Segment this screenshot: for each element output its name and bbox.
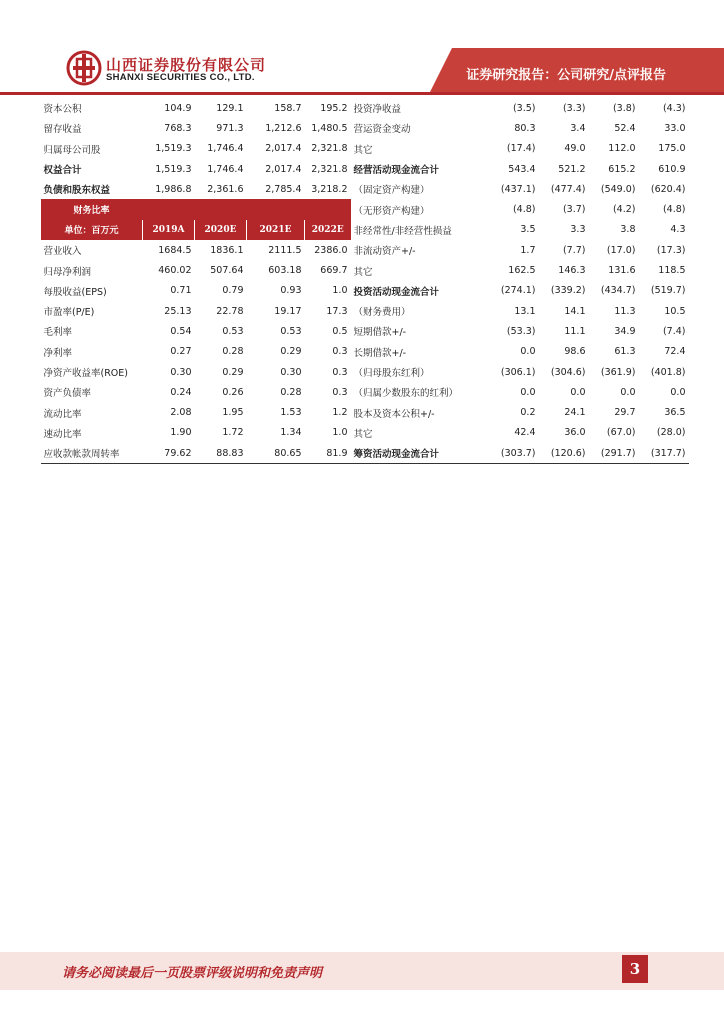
cell-value: (3.8)	[612, 102, 636, 114]
cell-value: 507.64	[210, 265, 244, 277]
cell-value: 1836.1	[210, 244, 244, 256]
cell-value: 3.4	[570, 122, 586, 134]
cell-value: (361.9)	[600, 366, 636, 378]
ratio-title-fill	[143, 199, 351, 219]
cell-value: 3.3	[570, 224, 586, 236]
report-type-label: 证券研究报告：公司研究/点评报告	[466, 68, 666, 83]
table-row	[41, 159, 689, 179]
cell-value: 0.3	[332, 386, 348, 398]
cell-value: 1,519.3	[155, 163, 192, 175]
cell-value: 24.1	[564, 407, 586, 419]
cell-value: 2111.5	[268, 244, 302, 256]
table-row	[41, 118, 689, 138]
cell-value: 146.3	[558, 265, 586, 277]
cell-value: 0.3	[332, 346, 348, 358]
cell-value: 49.0	[564, 143, 586, 155]
cell-value: 14.1	[564, 305, 586, 317]
table-row	[41, 321, 689, 341]
cell-value: (4.8)	[512, 204, 536, 216]
cell-value: 1,480.5	[311, 122, 348, 134]
cell-value: 11.1	[564, 325, 586, 337]
row-label: 净资产收益率(ROE)	[43, 368, 128, 379]
ratio-header-row	[41, 220, 689, 240]
page-header	[0, 0, 724, 95]
cell-value: 79.62	[143, 443, 195, 464]
cell-value: 0.79	[222, 285, 244, 297]
cell-value: 195.2	[320, 102, 348, 114]
cell-value: 131.6	[608, 265, 636, 277]
cell-value: 610.9	[658, 163, 686, 175]
cell-value: 0.30	[280, 366, 302, 378]
cell-value: 104.9	[164, 102, 192, 114]
cell-value: (303.7)	[487, 443, 539, 464]
year-header: 2021E	[247, 220, 305, 240]
year-header: 2022E	[305, 220, 351, 240]
cell-value: 0.53	[280, 325, 302, 337]
row-label: 投资净收益	[353, 104, 402, 116]
cell-value: (437.1)	[500, 183, 536, 195]
cell-value: 2.08	[170, 407, 192, 419]
table-row	[41, 301, 689, 321]
cell-value: 175.0	[658, 143, 686, 155]
table-row	[41, 443, 689, 464]
cell-value: 19.17	[274, 305, 302, 317]
cell-value: (17.4)	[506, 143, 536, 155]
cell-value: 1.53	[280, 407, 302, 419]
row-label: 应收款帐款周转率	[41, 443, 143, 464]
cell-value: 0.30	[170, 366, 192, 378]
row-label: 经营活动现金流合计	[353, 165, 440, 177]
ratio-title: 财务比率	[41, 199, 143, 219]
row-label: 长期借款+/-	[353, 347, 407, 359]
cell-value: 11.3	[614, 305, 636, 317]
header-divider	[0, 92, 724, 95]
cell-value: 2386.0	[314, 244, 348, 256]
cell-value: 112.0	[608, 143, 636, 155]
table-row	[41, 382, 689, 402]
row-label: 毛利率	[43, 327, 73, 339]
row-label: 投资活动现金流合计	[353, 286, 440, 298]
cell-value: (434.7)	[600, 285, 636, 297]
cell-value: (339.2)	[550, 285, 586, 297]
cell-value: 0.28	[280, 386, 302, 398]
cell-value: 1.0	[332, 285, 348, 297]
cell-value: (549.0)	[600, 183, 636, 195]
cell-value: (477.4)	[550, 183, 586, 195]
row-label: 负债和股东权益	[43, 185, 111, 197]
cell-value: 0.3	[332, 366, 348, 378]
row-label: 留存收益	[43, 124, 82, 136]
row-label: 非流动资产+/-	[353, 246, 416, 258]
cell-value: 0.2	[520, 407, 536, 419]
row-label: 每股收益(EPS)	[43, 286, 107, 298]
cell-value: (317.7)	[639, 443, 689, 464]
cell-value: 0.0	[520, 346, 536, 358]
cell-value: 0.24	[170, 386, 192, 398]
table-row	[41, 240, 689, 260]
cell-value: (3.7)	[562, 204, 586, 216]
cell-value: 2,017.4	[265, 143, 302, 155]
cell-value: (620.4)	[650, 183, 686, 195]
cell-value: 0.26	[222, 386, 244, 398]
page-number: 3	[622, 955, 648, 983]
row-label: 流动比率	[43, 408, 82, 420]
cell-value: 98.6	[564, 346, 586, 358]
cell-value: 80.65	[247, 443, 305, 464]
cell-value: 2,321.8	[311, 163, 348, 175]
cell-value: 4.3	[670, 224, 686, 236]
cell-value: 34.9	[614, 325, 636, 337]
row-label: 净利率	[43, 347, 73, 359]
cell-value: 1,986.8	[155, 183, 192, 195]
cell-value: 615.2	[608, 163, 636, 175]
cell-value: 0.71	[170, 285, 192, 297]
cell-value: 2,321.8	[311, 143, 348, 155]
row-label: 筹资活动现金流合计	[351, 443, 487, 464]
cell-value: 0.93	[280, 285, 302, 297]
cell-value: 0.27	[170, 346, 192, 358]
cell-value: 17.3	[326, 305, 348, 317]
cell-value: 1,212.6	[265, 122, 302, 134]
cell-value: 72.4	[664, 346, 686, 358]
cell-value: 460.02	[158, 265, 192, 277]
cell-value: 61.3	[614, 346, 636, 358]
cell-value: 543.4	[508, 163, 536, 175]
unit-label: 单位：百万元	[41, 220, 143, 240]
cell-value: (53.3)	[506, 325, 536, 337]
company-name-cn: 山西证券股份有限公司	[106, 56, 267, 74]
cell-value: 1.72	[222, 427, 244, 439]
cell-value: 0.28	[222, 346, 244, 358]
table-row	[41, 260, 689, 280]
cell-value: 25.13	[164, 305, 192, 317]
cell-value: (304.6)	[550, 366, 586, 378]
year-header: 2020E	[195, 220, 247, 240]
cell-value: 36.0	[564, 427, 586, 439]
row-label: 市盈率(P/E)	[43, 307, 95, 319]
row-label: 资本公积	[43, 104, 82, 116]
cell-value: 162.5	[508, 265, 536, 277]
cell-value: 0.29	[280, 346, 302, 358]
cell-value: (120.6)	[539, 443, 589, 464]
cell-value: (4.3)	[662, 102, 686, 114]
cell-value: 80.3	[514, 122, 536, 134]
cell-value: 0.0	[570, 386, 586, 398]
row-label: 其它	[353, 428, 373, 440]
cell-value: 2,785.4	[265, 183, 302, 195]
cell-value: (291.7)	[589, 443, 639, 464]
cell-value: 129.1	[216, 102, 244, 114]
cell-value: 42.4	[514, 427, 536, 439]
cell-value: 1.90	[170, 427, 192, 439]
cell-value: 1.0	[332, 427, 348, 439]
row-label: 归母净利润	[43, 266, 92, 278]
cell-value: 13.1	[514, 305, 536, 317]
row-label: 其它	[353, 144, 373, 156]
row-label: 营运资金变动	[353, 124, 411, 136]
cell-value: (306.1)	[500, 366, 536, 378]
cell-value: 88.83	[195, 443, 247, 464]
table-row	[41, 179, 689, 199]
cell-value: 1,746.4	[207, 143, 244, 155]
cell-value: (28.0)	[656, 427, 686, 439]
year-header: 2019A	[143, 220, 195, 240]
cell-value: 10.5	[664, 305, 686, 317]
cell-value: 2,017.4	[265, 163, 302, 175]
cell-value: 3.5	[520, 224, 536, 236]
cell-value: (7.4)	[662, 325, 686, 337]
cell-value: 1684.5	[158, 244, 192, 256]
cell-value: 603.18	[268, 265, 302, 277]
cell-value: 2,361.6	[207, 183, 244, 195]
cell-value: 521.2	[558, 163, 586, 175]
table-row	[41, 342, 689, 362]
cell-value: (17.3)	[656, 244, 686, 256]
row-label: （固定资产构建）	[353, 185, 430, 197]
table-row	[41, 402, 689, 422]
row-label: 其它	[353, 266, 373, 278]
row-label: 短期借款+/-	[353, 327, 407, 339]
cell-value: 158.7	[274, 102, 302, 114]
cell-value: 0.29	[222, 366, 244, 378]
cell-value: 1.7	[520, 244, 536, 256]
ratio-header-row	[41, 199, 689, 219]
table-row	[41, 139, 689, 159]
cell-value: 29.7	[614, 407, 636, 419]
cell-value: 52.4	[614, 122, 636, 134]
row-label: 归属母公司股	[43, 144, 101, 156]
cell-value: 33.0	[664, 122, 686, 134]
cell-value: 1.2	[332, 407, 348, 419]
cell-value: 0.5	[332, 325, 348, 337]
row-label: 营业收入	[43, 246, 82, 258]
disclaimer-text: 请务必阅读最后一页股票评级说明和免责声明	[62, 966, 323, 981]
cell-value: 3.8	[620, 224, 636, 236]
cell-value: (3.3)	[562, 102, 586, 114]
cell-value: 971.3	[216, 122, 244, 134]
cell-value: 1,519.3	[155, 143, 192, 155]
cell-value: 0.54	[170, 325, 192, 337]
row-label: 非经常性/非经营性损益	[353, 225, 452, 237]
cell-value: 118.5	[658, 265, 686, 277]
cell-value: 22.78	[216, 305, 244, 317]
table-row	[41, 423, 689, 443]
cell-value: (274.1)	[500, 285, 536, 297]
cell-value: (4.8)	[662, 204, 686, 216]
cell-value: 0.0	[620, 386, 636, 398]
ratio-rows	[41, 240, 689, 464]
cell-value: (519.7)	[650, 285, 686, 297]
row-label: （无形资产构建）	[353, 205, 430, 217]
cell-value: (3.5)	[512, 102, 536, 114]
cell-value: (7.7)	[562, 244, 586, 256]
row-label: 资产负债率	[43, 388, 92, 400]
cell-value: 3,218.2	[311, 183, 348, 195]
cell-value: 0.0	[670, 386, 686, 398]
cell-value: 36.5	[664, 407, 686, 419]
cell-value: 0.0	[520, 386, 536, 398]
table-row	[41, 98, 689, 118]
financial-table	[40, 98, 689, 464]
cell-value: (4.2)	[612, 204, 636, 216]
cell-value: 1,746.4	[207, 163, 244, 175]
row-label: 速动比率	[43, 428, 82, 440]
cell-value: 1.34	[280, 427, 302, 439]
row-label: （归属少数股东的红利）	[353, 388, 459, 400]
row-label: （财务费用）	[353, 307, 411, 319]
row-label: 权益合计	[43, 165, 82, 177]
cell-value: (67.0)	[606, 427, 636, 439]
cell-value: 669.7	[320, 265, 348, 277]
company-name-en: SHANXI SECURITIES CO., LTD.	[106, 72, 255, 83]
table-row	[41, 362, 689, 382]
cell-value: (17.0)	[606, 244, 636, 256]
row-label: （归母股东红利）	[353, 368, 430, 379]
table-row	[41, 281, 689, 301]
cell-value: 1.95	[222, 407, 244, 419]
company-logo-icon	[66, 50, 102, 86]
row-label: 股本及资本公积+/-	[353, 408, 435, 420]
cell-value: 768.3	[164, 122, 192, 134]
cell-value: 81.9	[305, 443, 351, 464]
cell-value: (401.8)	[650, 366, 686, 378]
cell-value: 0.53	[222, 325, 244, 337]
